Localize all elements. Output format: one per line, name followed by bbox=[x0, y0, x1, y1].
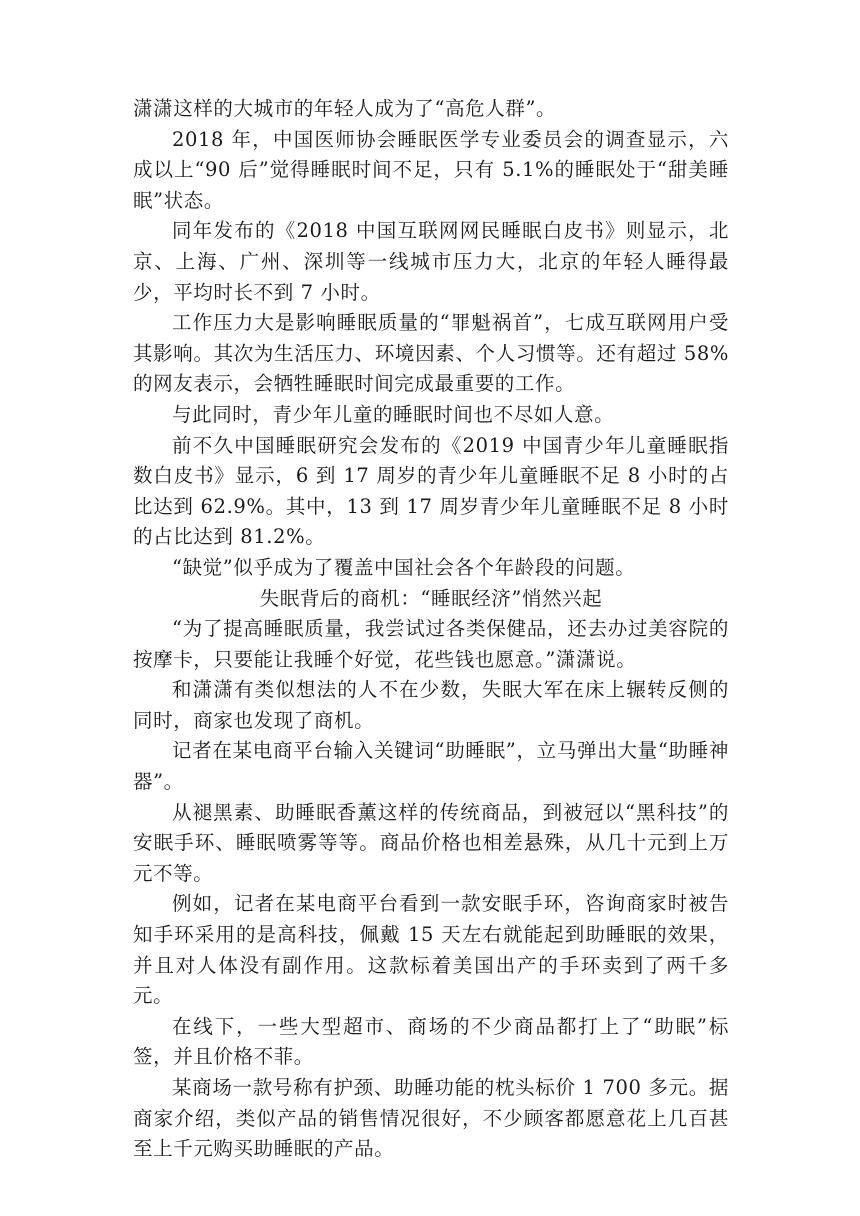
paragraph-continuation: 潇潇这样的大城市的年轻人成为了“高危人群”。 bbox=[133, 97, 557, 120]
paragraph: 在线下，一些大型超市、商场的不少商品都打上了“助眠”标签，并且价格不菲。 bbox=[133, 1014, 729, 1069]
paragraph: 与此同时，青少年儿童的睡眠时间也不尽如人意。 bbox=[172, 402, 615, 426]
paragraph: 和潇潇有类似想法的人不在少数，失眠大军在床上辗转反侧的同时，商家也发现了商机。 bbox=[133, 678, 729, 732]
paragraph: “缺觉”似乎成为了覆盖中国社会各个年龄段的问题。 bbox=[172, 555, 636, 579]
paragraph: 例如，记者在某电商平台看到一款安眠手环，咨询商家时被告知手环采用的是高科技，佩戴 15 天左右就能起到助睡眠的效果，并且对人体没有副作用。这款标着美国出产的手环卖到了两千多元。 bbox=[133, 892, 729, 1008]
paragraph: 前不久中国睡眠研究会发布的《2019 中国青少年儿童睡眠指数白皮书》显示，6 到 17 周岁的青少年儿童睡眠不足 8 小时的占比达到 62.9%。其中，13 到 17 周岁青少年儿童睡眠不足 8 小时的占比达到 81.2%。 bbox=[133, 433, 729, 549]
paragraph: 从褪黑素、助睡眠香薰这样的传统商品，到被冠以“黑科技”的安眠手环、睡眠喷雾等等。商品价格也相差悬殊，从几十元到上万元不等。 bbox=[133, 800, 729, 885]
paragraph: 2018 年，中国医师协会睡眠医学专业委员会的调查显示，六成以上“90 后”觉得睡眠时间不足，只有 5.1%的睡眠处于“甜美睡眠”状态。 bbox=[133, 127, 729, 212]
section-heading: 失眠背后的商机：“睡眠经济”悄然兴起 bbox=[259, 586, 603, 610]
document-body bbox=[133, 94, 729, 1165]
paragraph: 同年发布的《2018 中国互联网网民睡眠白皮书》则显示，北京、上海、广州、深圳等一线城市压力大，北京的年轻人睡得最少，平均时长不到 7 小时。 bbox=[133, 219, 729, 304]
paragraph: 记者在某电商平台输入关键词“助睡眠”，立马弹出大量“助睡神器”。 bbox=[133, 739, 729, 794]
paragraph: “为了提高睡眠质量，我尝试过各类保健品，还去办过美容院的按摩卡，只要能让我睡个好觉，花些钱也愿意。”潇潇说。 bbox=[133, 617, 729, 671]
paragraph: 某商场一款号称有护颈、助睡功能的枕头标价 1 700 多元。据商家介绍，类似产品的销售情况很好，不少顾客都愿意花上几百甚至上千元购买助睡眠的产品。 bbox=[133, 1076, 729, 1161]
paragraph: 工作压力大是影响睡眠质量的“罪魁祸首”，七成互联网用户受其影响。其次为生活压力、环境因素、个人习惯等。还有超过 58%的网友表示，会牺牲睡眠时间完成最重要的工作。 bbox=[133, 311, 729, 396]
